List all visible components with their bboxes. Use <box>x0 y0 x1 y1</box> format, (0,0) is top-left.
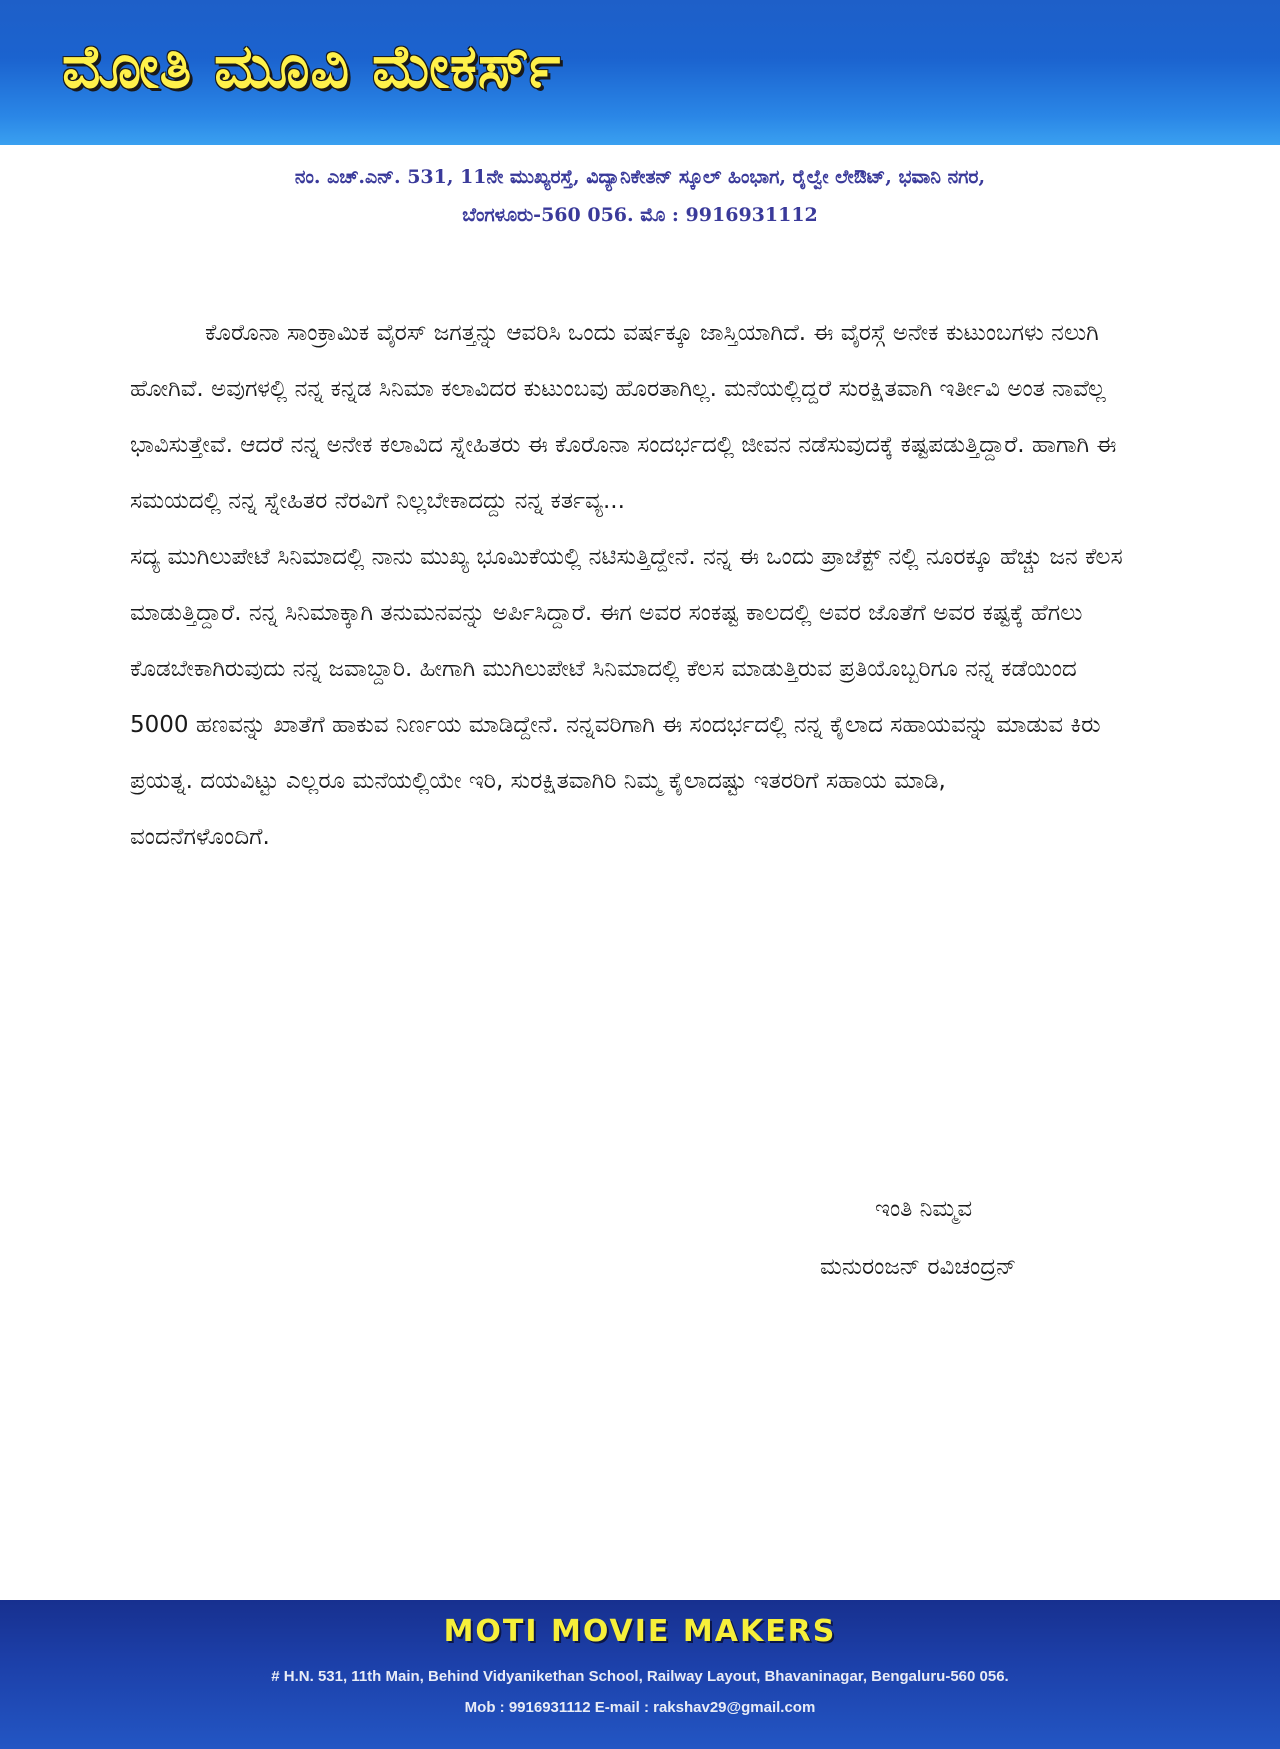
letter-paragraph-1: ಕೊರೊನಾ ಸಾಂಕ್ರಾಮಿಕ ವೈರಸ್ ಜಗತ್ತನ್ನು ಆವರಿಸಿ ಒಂದು ವರ್ಷಕ್ಕೂ ಜಾಸ್ತಿಯಾಗಿದೆ. ಈ ವೈರಸ್ಗೆ ಅನೇಕ ಕುಟುಂಬಗಳು ನಲುಗಿ ಹೋಗಿವೆ. ಅವುಗಳಲ್ಲಿ ನನ್ನ ಕನ್ನಡ ಸಿನಿಮಾ ಕಲಾವಿದರ ಕುಟುಂಬವು ಹೊರತಾಗಿಲ್ಲ. ಮನೆಯಲ್ಲಿದ್ದರೆ ಸುರಕ್ಷಿತವಾಗಿ ಇರ್ತೀವಿ ಅಂತ ನಾವೆಲ್ಲ ಭಾವಿಸುತ್ತೇವೆ. ಆದರೆ ನನ್ನ ಅನೇಕ ಕಲಾವಿದ ಸ್ನೇಹಿತರು ಈ ಕೊರೊನಾ ಸಂದರ್ಭದಲ್ಲಿ ಜೀವನ ನಡೆಸುವುದಕ್ಕೆ ಕಷ್ಟಪಡುತ್ತಿದ್ದಾರೆ. ಹಾಗಾಗಿ ಈ ಸಮಯದಲ್ಲಿ ನನ್ನ ಸ್ನೇಹಿತರ ನೆರವಿಗೆ ನಿಲ್ಲಬೇಕಾದದ್ದು ನನ್ನ ಕರ್ತವ್ಯ... <box>130 320 1117 514</box>
footer-contact: Mob : 9916931112 E-mail : rakshav29@gmail.com <box>464 1699 816 1716</box>
letter-paragraph-2: ಸದ್ಯ ಮುಗಿಲುಪೇಟೆ ಸಿನಿಮಾದಲ್ಲಿ ನಾನು ಮುಖ್ಯ ಭೂಮಿಕೆಯಲ್ಲಿ ನಟಿಸುತ್ತಿದ್ದೇನೆ. ನನ್ನ ಈ ಒಂದು ಪ್ರಾಜೆಕ್ಟ್ ನಲ್ಲಿ ನೂರಕ್ಕೂ ಹೆಚ್ಚು ಜನ ಕೆಲಸ ಮಾಡುತ್ತಿದ್ದಾರೆ. ನನ್ನ ಸಿನಿಮಾಕ್ಕಾಗಿ ತನುಮನವನ್ನು ಅರ್ಪಿಸಿದ್ದಾರೆ. ಈಗ ಅವರ ಸಂಕಷ್ಟ ಕಾಲದಲ್ಲಿ ಅವರ ಜೊತೆಗೆ ಅವರ ಕಷ್ಟಕ್ಕೆ ಹೆಗಲು ಕೊಡಬೇಕಾಗಿರುವುದು ನನ್ನ ಜವಾಬ್ದಾರಿ. ಹೀಗಾಗಿ ಮುಗಿಲುಪೇಟೆ ಸಿನಿಮಾದಲ್ಲಿ ಕೆಲಸ ಮಾಡುತ್ತಿರುವ ಪ್ರತಿಯೊಬ್ಬರಿಗೂ ನನ್ನ ಕಡೆಯಿಂದ 5000 ಹಣವನ್ನು ಖಾತೆಗೆ ಹಾಕುವ ನಿರ್ಣಯ ಮಾಡಿದ್ದೇನೆ. ನನ್ನವರಿಗಾಗಿ ಈ ಸಂದರ್ಭದಲ್ಲಿ ನನ್ನ ಕೈಲಾದ ಸಹಾಯವನ್ನು ಮಾಡುವ ಕಿರು ಪ್ರಯತ್ನ. ದಯವಿಟ್ಟು ಎಲ್ಲರೂ ಮನೆಯಲ್ಲಿಯೇ ಇರಿ, ಸುರಕ್ಷಿತವಾಗಿರಿ ನಿಮ್ಮ ಕೈಲಾದಷ್ಟು ಇತರರಿಗೆ ಸಹಾಯ ಮಾಡಿ, <box>130 544 1123 794</box>
header-address-line1: ನಂ. ಎಚ್.ಎನ್. 531, 11ನೇ ಮುಖ್ಯರಸ್ತೆ, ವಿದ್ಯಾನಿಕೇತನ್ ಸ್ಕೂಲ್ ಹಿಂಭಾಗ, ರೈಲ್ವೇ ಲೇಔಟ್, ಭವಾನಿ ನಗರ, <box>294 166 986 188</box>
signoff-block <box>820 1180 1220 1296</box>
letter-paragraph-3: ವಂದನೆಗಳೊಂದಿಗೆ. <box>130 824 270 850</box>
letter-body <box>130 305 1140 865</box>
footer-address: # H.N. 531, 11th Main, Behind Vidyanikethan School, Railway Layout, Bhavaninagar, Bengaluru-560 056. <box>271 1668 1009 1685</box>
letter-closing: ಇಂತಿ ನಿಮ್ಮವ <box>875 1196 973 1222</box>
header-address <box>0 158 1280 234</box>
company-title-kannada: ಮೋತಿ ಮೂವಿ ಮೇಕರ್ಸ್ <box>62 32 562 102</box>
letter-signature: ಮನುರಂಜನ್ ರವಿಚಂದ್ರನ್ <box>820 1254 1017 1280</box>
footer-company-title: MOTI MOVIE MAKERS <box>443 1614 837 1649</box>
header-address-line2: ಬೆಂಗಳೂರು-560 056. ಮೊ : 9916931112 <box>462 204 818 226</box>
